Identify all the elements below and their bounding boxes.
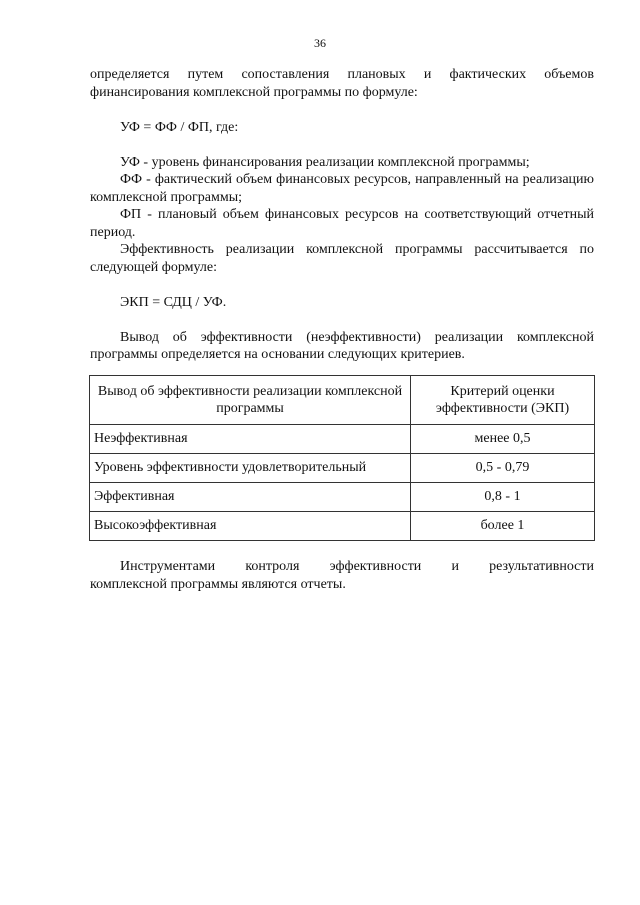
table-row xyxy=(90,483,595,512)
table-row xyxy=(90,425,595,454)
table-row xyxy=(90,512,595,541)
table-cell-label: Неэффективная xyxy=(90,425,411,454)
closing-paragraph xyxy=(90,558,594,593)
definition-uf: УФ - уровень финансирования реализации комплексной программы; xyxy=(120,154,530,170)
table-header-conclusion: Вывод об эффективности реализации комплексной программы xyxy=(90,376,411,425)
table-header-criterion: Критерий оценки эффективности (ЭКП) xyxy=(411,376,595,425)
closing-word: контроля xyxy=(245,559,300,574)
definition-ff: ФФ - фактический объем финансовых ресурсов, направленный на реализацию комплексной программы; xyxy=(90,172,594,205)
table-header-row xyxy=(90,376,595,425)
efficiency-paragraph: Эффективность реализации комплексной программы рассчитывается по следующей формуле: xyxy=(90,242,594,275)
table-cell-label: Высокоэффективная xyxy=(90,512,411,541)
table-cell-label: Эффективная xyxy=(90,483,411,512)
closing-line-1 xyxy=(90,558,594,576)
document-body xyxy=(90,66,594,364)
criteria-table xyxy=(89,375,595,541)
table-cell-value: менее 0,5 xyxy=(411,425,595,454)
closing-word: и xyxy=(451,559,459,574)
intro-paragraph: определяется путем сопоставления плановых и фактических объемов финансирования комплексной программы по формуле: xyxy=(90,67,594,100)
table-cell-label: Уровень эффективности удовлетворительный xyxy=(90,454,411,483)
definition-fp: ФП - плановый объем финансовых ресурсов на соответствующий отчетный период. xyxy=(90,207,594,240)
efficiency-formula: ЭКП = СДЦ / УФ. xyxy=(120,294,227,310)
table-cell-value: более 1 xyxy=(411,512,595,541)
funding-formula: УФ = ФФ / ФП, где: xyxy=(120,119,239,135)
criteria-intro-paragraph: Вывод об эффективности (неэффективности) реализации комплексной программы определяется на основании следующих критериев. xyxy=(90,329,594,362)
closing-word: Инструментами xyxy=(120,559,216,574)
table-cell-value: 0,8 - 1 xyxy=(411,483,595,512)
closing-line-2: комплексной программы являются отчеты. xyxy=(90,576,346,592)
table-cell-value: 0,5 - 0,79 xyxy=(411,454,595,483)
closing-word: эффективности xyxy=(329,559,422,574)
page-number: 36 xyxy=(314,36,326,50)
closing-word: результативности xyxy=(489,559,594,574)
table-row xyxy=(90,454,595,483)
